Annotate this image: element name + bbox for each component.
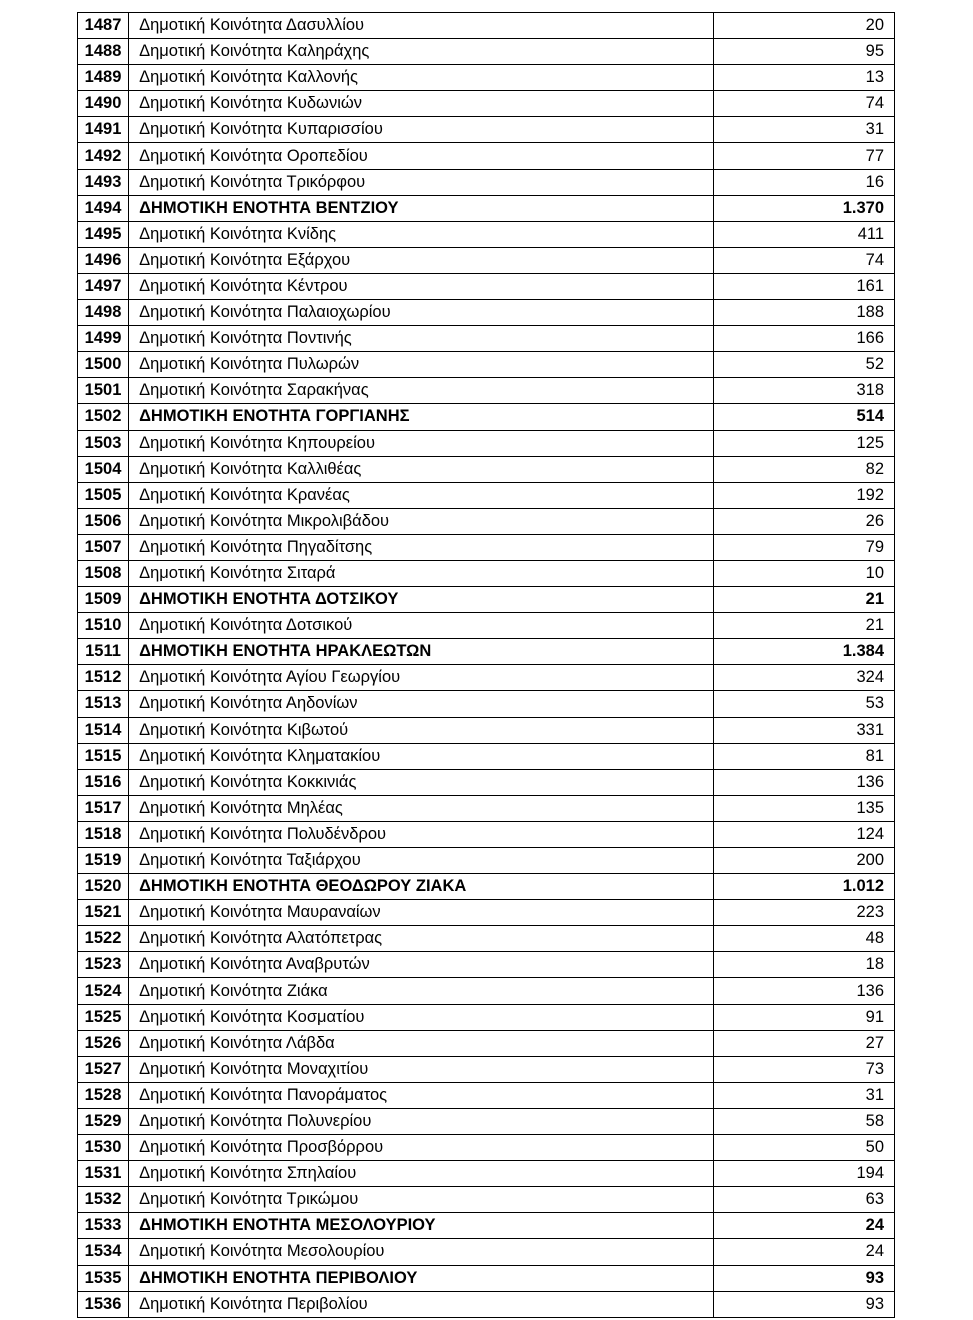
community-name-cell: Δημοτική Κοινότητα Μηλέας — [129, 795, 714, 821]
table-row — [78, 848, 895, 874]
community-name-cell: ΔΗΜΟΤΙΚΗ ΕΝΟΤΗΤΑ ΒΕΝΤΖΙΟΥ — [129, 195, 714, 221]
population-value-cell: 27 — [713, 1030, 894, 1056]
community-name-cell: Δημοτική Κοινότητα Κέντρου — [129, 273, 714, 299]
community-name-cell: Δημοτική Κοινότητα Μοναχιτίου — [129, 1056, 714, 1082]
table-row — [78, 13, 895, 39]
community-name-cell: Δημοτική Κοινότητα Σαρακήνας — [129, 378, 714, 404]
document-page — [77, 12, 895, 1318]
row-number-cell: 1498 — [78, 300, 129, 326]
population-value-cell: 58 — [713, 1108, 894, 1134]
population-value-cell: 125 — [713, 430, 894, 456]
community-name-cell: Δημοτική Κοινότητα Τρικόρφου — [129, 169, 714, 195]
community-name-cell: Δημοτική Κοινότητα Αγίου Γεωργίου — [129, 665, 714, 691]
row-number-cell: 1531 — [78, 1161, 129, 1187]
row-number-cell: 1495 — [78, 221, 129, 247]
community-name-cell: Δημοτική Κοινότητα Κιβωτού — [129, 717, 714, 743]
table-row — [78, 900, 895, 926]
row-number-cell: 1534 — [78, 1239, 129, 1265]
row-number-cell: 1506 — [78, 508, 129, 534]
community-table — [77, 12, 895, 1318]
population-value-cell: 18 — [713, 952, 894, 978]
community-name-cell: Δημοτική Κοινότητα Αηδονίων — [129, 691, 714, 717]
community-name-cell: Δημοτική Κοινότητα Ποντινής — [129, 326, 714, 352]
table-row — [78, 1135, 895, 1161]
community-name-cell: Δημοτική Κοινότητα Πηγαδίτσης — [129, 534, 714, 560]
unit-total-row — [78, 404, 895, 430]
row-number-cell: 1511 — [78, 639, 129, 665]
community-name-cell: Δημοτική Κοινότητα Σπηλαίου — [129, 1161, 714, 1187]
community-name-cell: Δημοτική Κοινότητα Λάβδα — [129, 1030, 714, 1056]
table-row — [78, 691, 895, 717]
community-name-cell: Δημοτική Κοινότητα Κηπουρείου — [129, 430, 714, 456]
population-value-cell: 24 — [713, 1213, 894, 1239]
table-row — [78, 456, 895, 482]
row-number-cell: 1505 — [78, 482, 129, 508]
table-row — [78, 143, 895, 169]
table-row — [78, 665, 895, 691]
population-value-cell: 136 — [713, 769, 894, 795]
community-name-cell: Δημοτική Κοινότητα Κυπαρισσίου — [129, 117, 714, 143]
row-number-cell: 1491 — [78, 117, 129, 143]
population-value-cell: 77 — [713, 143, 894, 169]
table-row — [78, 1004, 895, 1030]
population-value-cell: 1.384 — [713, 639, 894, 665]
table-row — [78, 482, 895, 508]
population-value-cell: 24 — [713, 1239, 894, 1265]
row-number-cell: 1519 — [78, 848, 129, 874]
row-number-cell: 1514 — [78, 717, 129, 743]
row-number-cell: 1490 — [78, 91, 129, 117]
table-row — [78, 560, 895, 586]
row-number-cell: 1508 — [78, 560, 129, 586]
community-name-cell: Δημοτική Κοινότητα Δοτσικού — [129, 613, 714, 639]
community-name-cell: Δημοτική Κοινότητα Προσβόρρου — [129, 1135, 714, 1161]
community-name-cell: Δημοτική Κοινότητα Καληράχης — [129, 39, 714, 65]
row-number-cell: 1510 — [78, 613, 129, 639]
table-row — [78, 769, 895, 795]
population-value-cell: 331 — [713, 717, 894, 743]
population-value-cell: 63 — [713, 1187, 894, 1213]
population-value-cell: 1.370 — [713, 195, 894, 221]
row-number-cell: 1492 — [78, 143, 129, 169]
community-name-cell: Δημοτική Κοινότητα Δασυλλίου — [129, 13, 714, 39]
community-name-cell: Δημοτική Κοινότητα Αναβρυτών — [129, 952, 714, 978]
row-number-cell: 1512 — [78, 665, 129, 691]
row-number-cell: 1494 — [78, 195, 129, 221]
population-value-cell: 192 — [713, 482, 894, 508]
community-name-cell: Δημοτική Κοινότητα Καλλιθέας — [129, 456, 714, 482]
table-row — [78, 39, 895, 65]
table-row — [78, 430, 895, 456]
community-name-cell: Δημοτική Κοινότητα Παλαιοχωρίου — [129, 300, 714, 326]
table-row — [78, 247, 895, 273]
table-row — [78, 508, 895, 534]
table-row — [78, 117, 895, 143]
table-row — [78, 273, 895, 299]
population-value-cell: 223 — [713, 900, 894, 926]
row-number-cell: 1513 — [78, 691, 129, 717]
population-value-cell: 74 — [713, 247, 894, 273]
population-value-cell: 31 — [713, 117, 894, 143]
population-value-cell: 318 — [713, 378, 894, 404]
population-value-cell: 95 — [713, 39, 894, 65]
population-value-cell: 1.012 — [713, 874, 894, 900]
row-number-cell: 1516 — [78, 769, 129, 795]
population-value-cell: 53 — [713, 691, 894, 717]
community-name-cell: Δημοτική Κοινότητα Κοσματίου — [129, 1004, 714, 1030]
row-number-cell: 1536 — [78, 1291, 129, 1317]
unit-total-row — [78, 587, 895, 613]
table-body — [78, 13, 895, 1318]
row-number-cell: 1502 — [78, 404, 129, 430]
unit-total-row — [78, 1213, 895, 1239]
community-name-cell: Δημοτική Κοινότητα Κοκκινιάς — [129, 769, 714, 795]
community-name-cell: ΔΗΜΟΤΙΚΗ ΕΝΟΤΗΤΑ ΔΟΤΣΙΚΟΥ — [129, 587, 714, 613]
row-number-cell: 1530 — [78, 1135, 129, 1161]
community-name-cell: Δημοτική Κοινότητα Κρανέας — [129, 482, 714, 508]
table-row — [78, 1291, 895, 1317]
population-value-cell: 324 — [713, 665, 894, 691]
table-row — [78, 717, 895, 743]
community-name-cell: Δημοτική Κοινότητα Εξάρχου — [129, 247, 714, 273]
table-row — [78, 1082, 895, 1108]
table-row — [78, 65, 895, 91]
community-name-cell: Δημοτική Κοινότητα Κυδωνιών — [129, 91, 714, 117]
community-name-cell: ΔΗΜΟΤΙΚΗ ΕΝΟΤΗΤΑ ΗΡΑΚΛΕΩΤΩΝ — [129, 639, 714, 665]
community-name-cell: Δημοτική Κοινότητα Πολυνερίου — [129, 1108, 714, 1134]
row-number-cell: 1507 — [78, 534, 129, 560]
table-row — [78, 613, 895, 639]
row-number-cell: 1517 — [78, 795, 129, 821]
population-value-cell: 73 — [713, 1056, 894, 1082]
population-value-cell: 161 — [713, 273, 894, 299]
community-name-cell: Δημοτική Κοινότητα Πανοράματος — [129, 1082, 714, 1108]
table-row — [78, 795, 895, 821]
unit-total-row — [78, 1265, 895, 1291]
population-value-cell: 91 — [713, 1004, 894, 1030]
community-name-cell: ΔΗΜΟΤΙΚΗ ΕΝΟΤΗΤΑ ΜΕΣΟΛΟΥΡΙΟΥ — [129, 1213, 714, 1239]
row-number-cell: 1504 — [78, 456, 129, 482]
population-value-cell: 124 — [713, 821, 894, 847]
population-value-cell: 31 — [713, 1082, 894, 1108]
community-name-cell: Δημοτική Κοινότητα Μικρολιβάδου — [129, 508, 714, 534]
population-value-cell: 82 — [713, 456, 894, 482]
row-number-cell: 1526 — [78, 1030, 129, 1056]
row-number-cell: 1518 — [78, 821, 129, 847]
table-row — [78, 952, 895, 978]
community-name-cell: ΔΗΜΟΤΙΚΗ ΕΝΟΤΗΤΑ ΘΕΟΔΩΡΟΥ ΖΙΑΚΑ — [129, 874, 714, 900]
population-value-cell: 200 — [713, 848, 894, 874]
community-name-cell: Δημοτική Κοινότητα Πολυδένδρου — [129, 821, 714, 847]
table-row — [78, 821, 895, 847]
community-name-cell: Δημοτική Κοινότητα Περιβολίου — [129, 1291, 714, 1317]
row-number-cell: 1496 — [78, 247, 129, 273]
table-row — [78, 378, 895, 404]
table-row — [78, 1187, 895, 1213]
population-value-cell: 50 — [713, 1135, 894, 1161]
population-value-cell: 135 — [713, 795, 894, 821]
row-number-cell: 1525 — [78, 1004, 129, 1030]
table-row — [78, 534, 895, 560]
table-row — [78, 352, 895, 378]
population-value-cell: 20 — [713, 13, 894, 39]
population-value-cell: 81 — [713, 743, 894, 769]
row-number-cell: 1500 — [78, 352, 129, 378]
population-value-cell: 52 — [713, 352, 894, 378]
community-name-cell: Δημοτική Κοινότητα Καλλονής — [129, 65, 714, 91]
row-number-cell: 1499 — [78, 326, 129, 352]
community-name-cell: Δημοτική Κοινότητα Κληματακίου — [129, 743, 714, 769]
population-value-cell: 21 — [713, 613, 894, 639]
population-value-cell: 136 — [713, 978, 894, 1004]
table-row — [78, 1056, 895, 1082]
row-number-cell: 1522 — [78, 926, 129, 952]
population-value-cell: 514 — [713, 404, 894, 430]
table-row — [78, 326, 895, 352]
community-name-cell: Δημοτική Κοινότητα Αλατόπετρας — [129, 926, 714, 952]
community-name-cell: Δημοτική Κοινότητα Τρικώμου — [129, 1187, 714, 1213]
table-row — [78, 169, 895, 195]
row-number-cell: 1489 — [78, 65, 129, 91]
row-number-cell: 1503 — [78, 430, 129, 456]
row-number-cell: 1527 — [78, 1056, 129, 1082]
population-value-cell: 21 — [713, 587, 894, 613]
community-name-cell: Δημοτική Κοινότητα Κνίδης — [129, 221, 714, 247]
table-row — [78, 1108, 895, 1134]
population-value-cell: 166 — [713, 326, 894, 352]
unit-total-row — [78, 639, 895, 665]
population-value-cell: 93 — [713, 1291, 894, 1317]
population-value-cell: 48 — [713, 926, 894, 952]
population-value-cell: 26 — [713, 508, 894, 534]
population-value-cell: 188 — [713, 300, 894, 326]
population-value-cell: 16 — [713, 169, 894, 195]
row-number-cell: 1487 — [78, 13, 129, 39]
table-row — [78, 1239, 895, 1265]
population-value-cell: 74 — [713, 91, 894, 117]
row-number-cell: 1509 — [78, 587, 129, 613]
population-value-cell: 10 — [713, 560, 894, 586]
row-number-cell: 1497 — [78, 273, 129, 299]
row-number-cell: 1520 — [78, 874, 129, 900]
population-value-cell: 13 — [713, 65, 894, 91]
row-number-cell: 1532 — [78, 1187, 129, 1213]
table-row — [78, 221, 895, 247]
row-number-cell: 1488 — [78, 39, 129, 65]
community-name-cell: Δημοτική Κοινότητα Πυλωρών — [129, 352, 714, 378]
population-value-cell: 79 — [713, 534, 894, 560]
row-number-cell: 1523 — [78, 952, 129, 978]
row-number-cell: 1535 — [78, 1265, 129, 1291]
community-name-cell: Δημοτική Κοινότητα Οροπεδίου — [129, 143, 714, 169]
row-number-cell: 1501 — [78, 378, 129, 404]
community-name-cell: Δημοτική Κοινότητα Ταξιάρχου — [129, 848, 714, 874]
row-number-cell: 1515 — [78, 743, 129, 769]
table-row — [78, 1161, 895, 1187]
table-row — [78, 300, 895, 326]
table-row — [78, 1030, 895, 1056]
row-number-cell: 1521 — [78, 900, 129, 926]
row-number-cell: 1529 — [78, 1108, 129, 1134]
community-name-cell: ΔΗΜΟΤΙΚΗ ΕΝΟΤΗΤΑ ΓΟΡΓΙΑΝΗΣ — [129, 404, 714, 430]
table-row — [78, 91, 895, 117]
population-value-cell: 93 — [713, 1265, 894, 1291]
community-name-cell: Δημοτική Κοινότητα Μεσολουρίου — [129, 1239, 714, 1265]
community-name-cell: Δημοτική Κοινότητα Μαυραναίων — [129, 900, 714, 926]
community-name-cell: Δημοτική Κοινότητα Ζιάκα — [129, 978, 714, 1004]
population-value-cell: 411 — [713, 221, 894, 247]
row-number-cell: 1533 — [78, 1213, 129, 1239]
table-row — [78, 926, 895, 952]
table-row — [78, 743, 895, 769]
population-value-cell: 194 — [713, 1161, 894, 1187]
community-name-cell: ΔΗΜΟΤΙΚΗ ΕΝΟΤΗΤΑ ΠΕΡΙΒΟΛΙΟΥ — [129, 1265, 714, 1291]
unit-total-row — [78, 195, 895, 221]
unit-total-row — [78, 874, 895, 900]
row-number-cell: 1524 — [78, 978, 129, 1004]
table-row — [78, 978, 895, 1004]
community-name-cell: Δημοτική Κοινότητα Σιταρά — [129, 560, 714, 586]
row-number-cell: 1493 — [78, 169, 129, 195]
row-number-cell: 1528 — [78, 1082, 129, 1108]
